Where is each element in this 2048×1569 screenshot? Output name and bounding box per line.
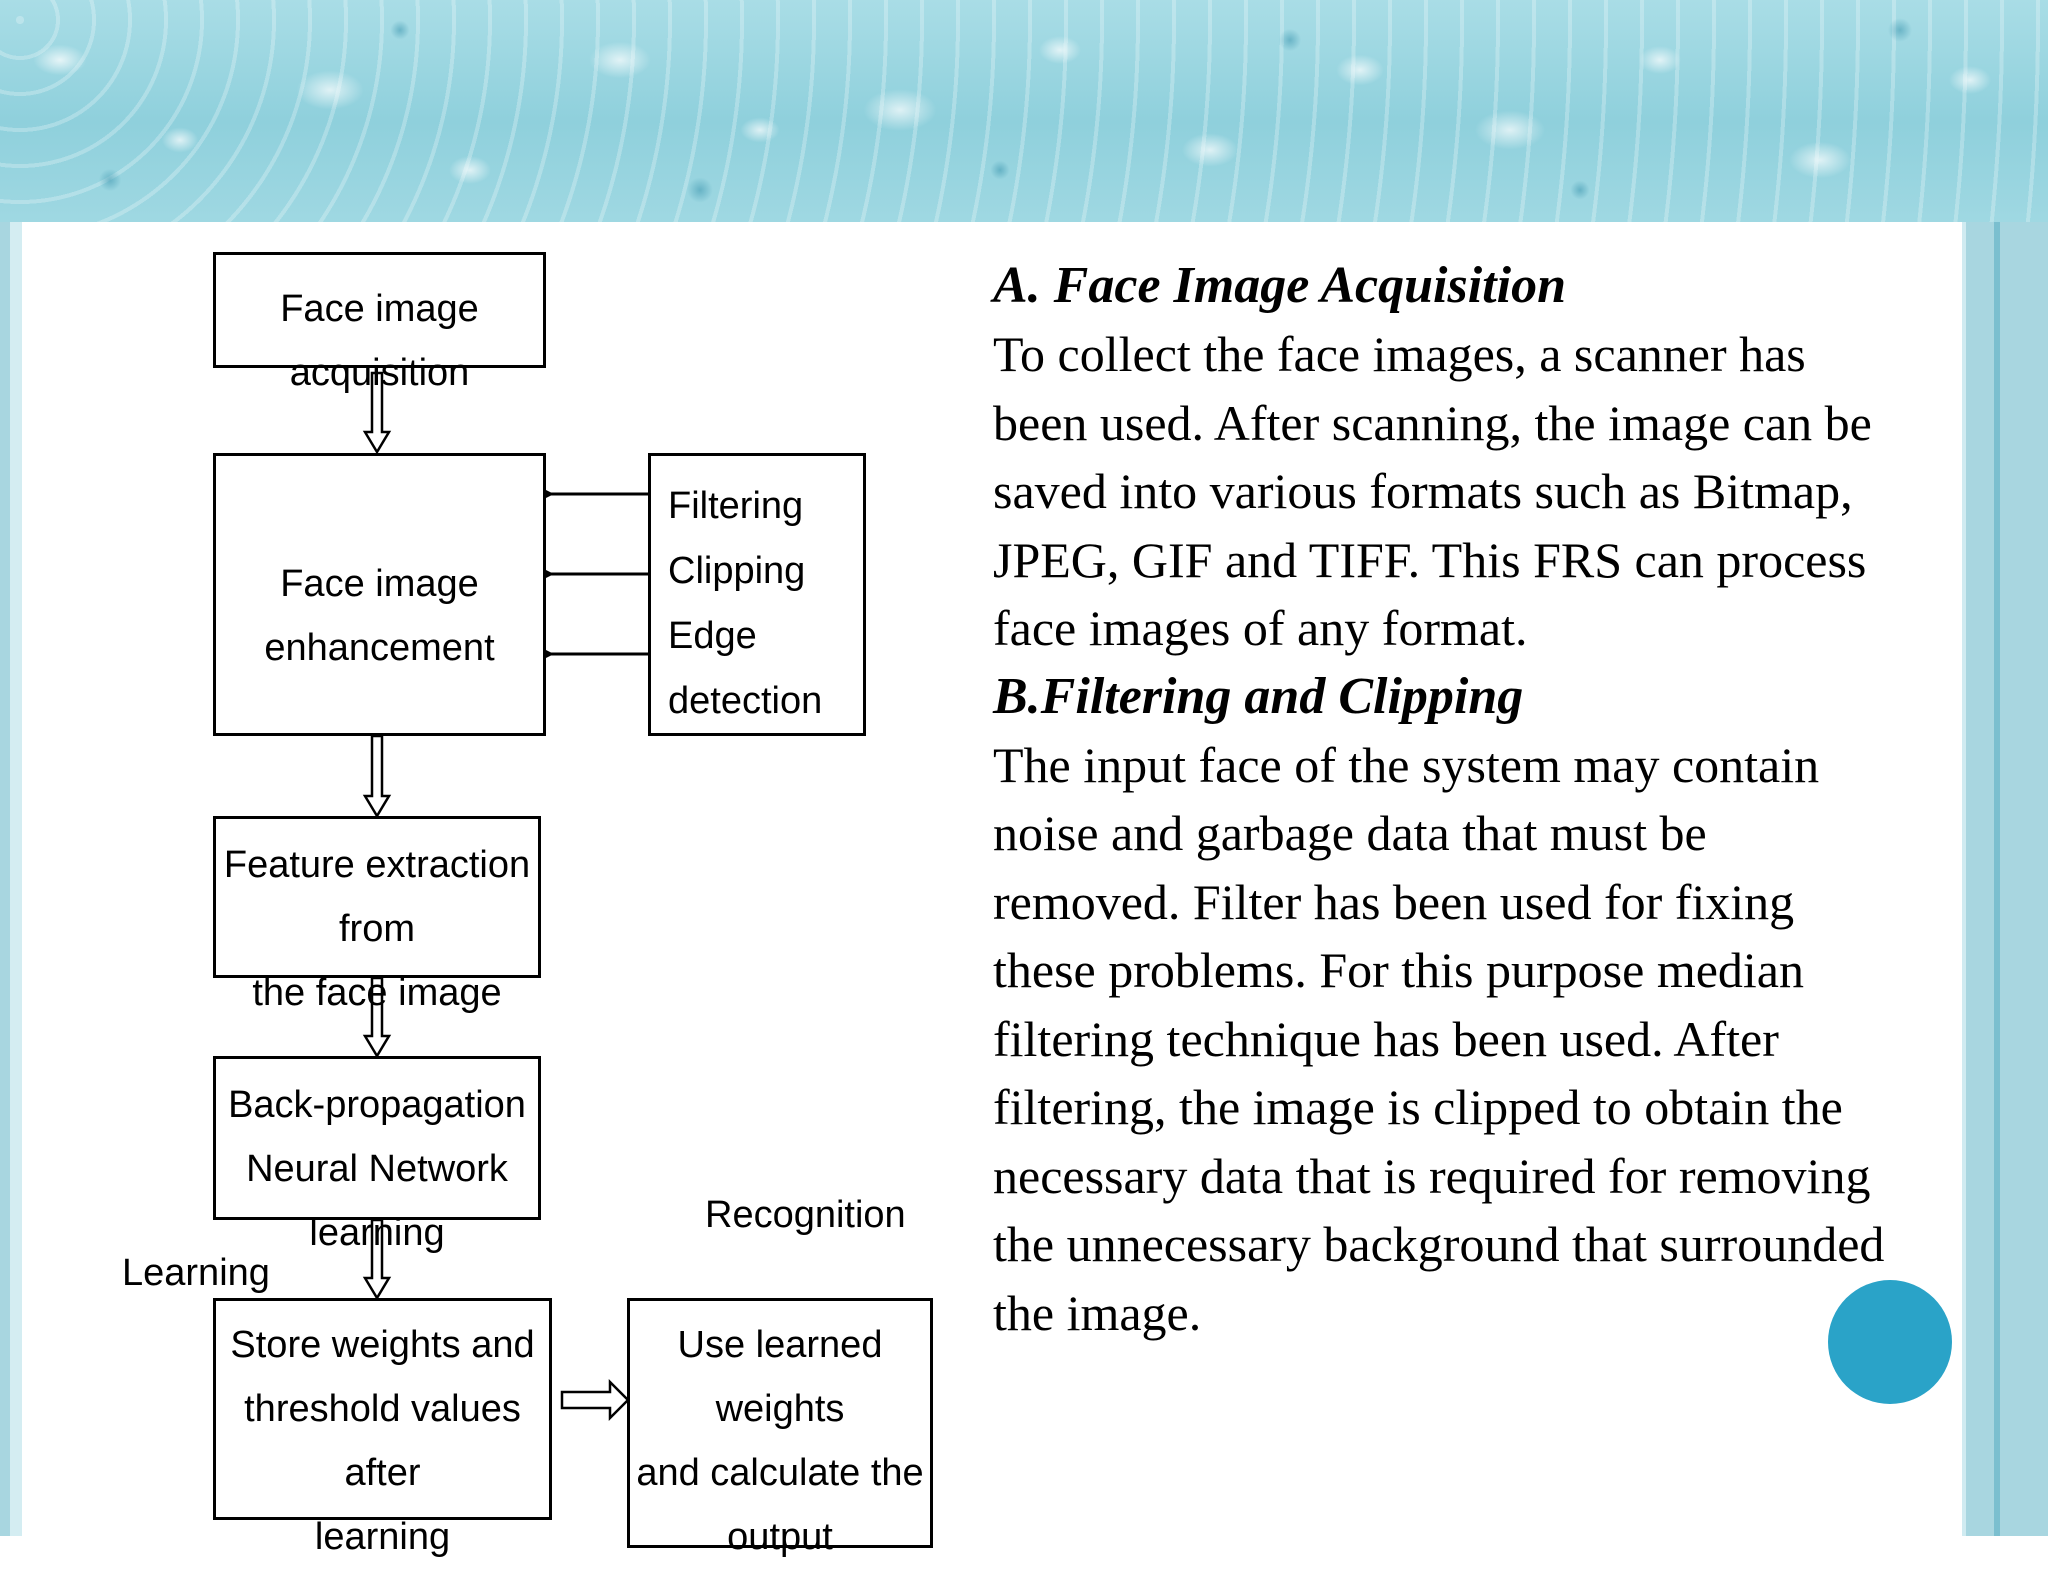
section-a-line: saved into various formats such as Bitmap, <box>993 463 1853 519</box>
right-arrow <box>562 1382 628 1418</box>
section-b-line: removed. Filter has been used for fixing <box>993 873 1795 930</box>
section-a-line: To collect the face images, a scanner has <box>993 326 1806 382</box>
section-a-line: face images of any format. <box>993 600 1528 656</box>
box-backpropagation-learning: Back-propagation Neural Network learning <box>213 1056 541 1220</box>
section-b-line: the image. <box>993 1284 1202 1341</box>
right-frame-strip-outer <box>2000 222 2048 1536</box>
decorative-circle <box>1828 1280 1952 1404</box>
box-feature-extraction: Feature extraction from the face image <box>213 816 541 978</box>
box-filtering-clipping-edge: Filtering Clipping Edge detection <box>648 453 866 736</box>
section-b-line: noise and garbage data that must be <box>993 805 1707 861</box>
label-recognition: Recognition <box>705 1194 906 1236</box>
box-face-image-acquisition: Face image acquisition <box>213 252 546 368</box>
section-a-line: been used. After scanning, the image can be <box>993 394 1872 451</box>
section-b-line: filtering, the image is clipped to obtain the <box>993 1079 1843 1135</box>
down-arrow <box>365 736 389 816</box>
section-b-heading: B.Filtering and Clipping <box>993 667 1524 725</box>
section-a-line: JPEG, GIF and TIFF. This FRS can process <box>993 531 1867 588</box>
section-b-line: necessary data that is required for removing <box>993 1147 1871 1204</box>
section-b-line: the unnecessary background that surrounded <box>993 1216 1885 1272</box>
section-b-line: filtering technique has been used. After <box>993 1010 1779 1067</box>
label-learning: Learning <box>122 1252 270 1294</box>
section-a-heading: A. Face Image Acquisition <box>993 257 1566 314</box>
section-b-line: these problems. For this purpose median <box>993 942 1804 998</box>
right-frame-strip <box>1966 222 1994 1536</box>
section-b-line: The input face of the system may contain <box>993 736 1820 793</box>
box-use-learned-weights: Use learned weights and calculate the output <box>627 1298 933 1548</box>
text-column <box>993 252 1953 1347</box>
box-store-weights: Store weights and threshold values after learning <box>213 1298 552 1520</box>
box-face-image-enhancement: Face image enhancement <box>213 453 546 736</box>
